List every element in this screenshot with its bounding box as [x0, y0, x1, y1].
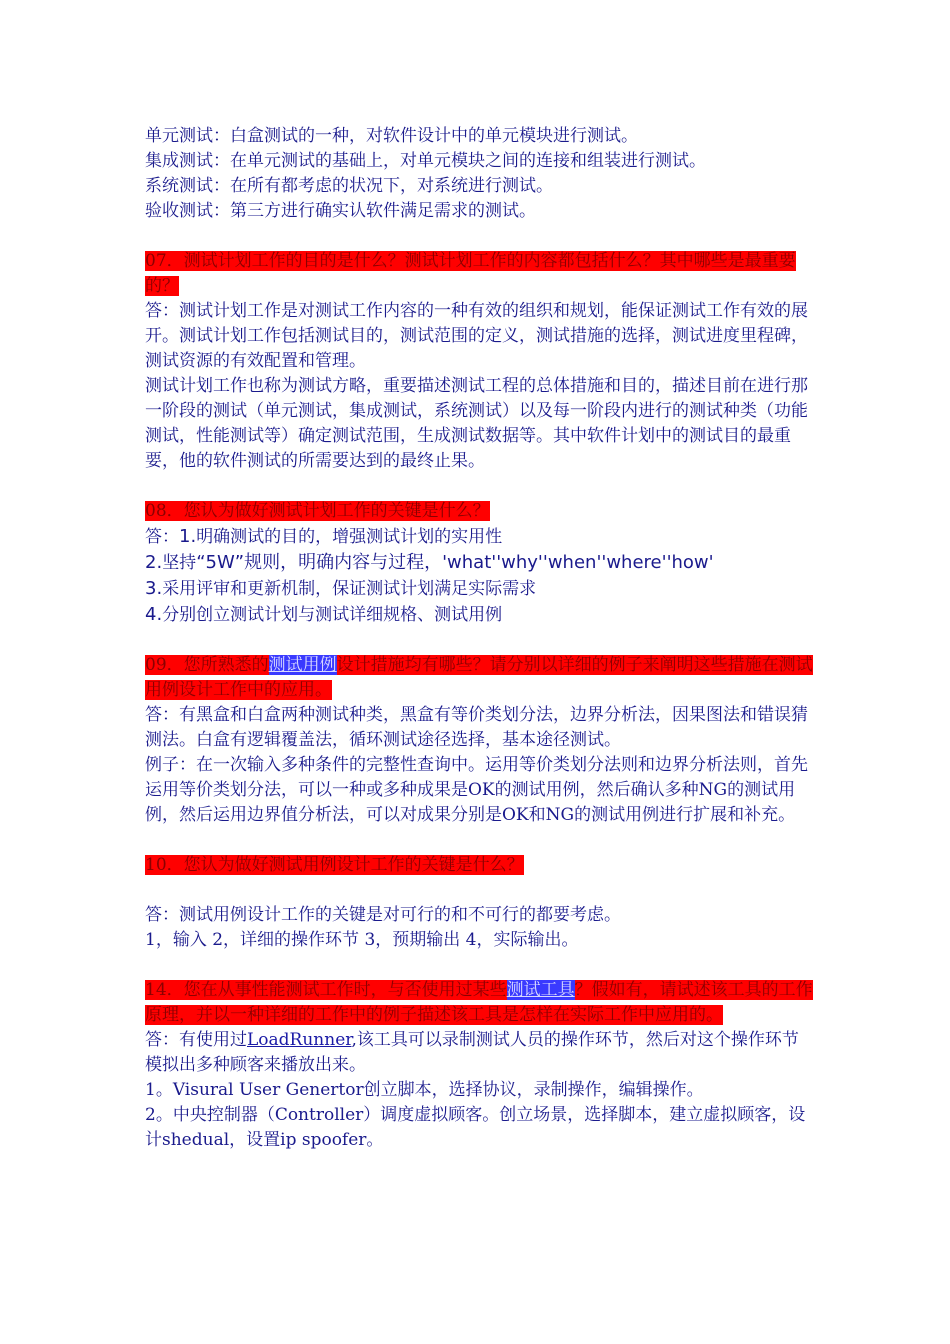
question-14: 14．您在从事性能测试工作时，与否使用过某些测试工具？假如有，请试述该工具的工作原理，并以一种详细的工作中的例子描述该工具是怎样在实际工作中应用的。 [145, 980, 813, 1025]
question-10-text: 10．您认为做好测试用例设计工作的关键是什么？ [145, 855, 524, 875]
spacer [145, 953, 815, 978]
question-08 [145, 499, 815, 524]
test-case-link[interactable]: 测试用例 [268, 655, 337, 675]
answer-08-item-2: 2.坚持“5W”规则，明确内容与过程，'what''why''when''where''how' [145, 552, 714, 573]
answer-07-para-2: 测试计划工作也称为测试方略，重要描述测试工程的总体措施和目的，描述目前在进行那一阶段的测试（单元测试，集成测试，系统测试）以及每一阶段内进行的测试种类（功能测试，性能测试等）确定测试范围，生成测试数据等。其中软件计划中的测试目的最重要，他的软件测试的所需要达到的最终止果。 [145, 376, 808, 471]
line-system-test: 系统测试：在所有都考虑的状况下，对系统进行测试。 [145, 176, 553, 196]
spacer [145, 474, 815, 499]
answer-14-step-2: 2。中央控制器（Controller）调度虚拟顾客。创立场景，选择脚本，建立虚拟顾客，设计shedual，设置ip spoofer。 [145, 1105, 806, 1150]
document-body [145, 124, 815, 1153]
question-08-text: 08．您认为做好测试计划工作的关键是什么？ [145, 501, 490, 521]
test-tool-link[interactable]: 测试工具 [506, 980, 575, 1000]
question-07 [145, 249, 815, 299]
spacer [145, 828, 815, 853]
answer-08-item-1: 答：1.明确测试的目的，增强测试计划的实用性 [145, 526, 503, 547]
answer-14-step-1: 1。Visural User Genertor创立脚本，选择协议，录制操作，编辑操作。 [145, 1080, 704, 1100]
answer-10-line-1: 答：测试用例设计工作的关键是对可行的和不可行的都要考虑。 [145, 905, 621, 925]
answer-10-line-2: 1，输入 2，详细的操作环节 3，预期输出 4，实际输出。 [145, 930, 579, 950]
spacer [145, 878, 815, 903]
answer-09-para-1: 答：有黑盒和白盒两种测试种类，黑盒有等价类划分法，边界分析法，因果图法和错误猜测法。白盒有逻辑覆盖法，循环测试途径选择，基本途径测试。 [145, 705, 808, 750]
answer-09-para-2: 例子：在一次输入多种条件的完整性查询中。运用等价类划分法则和边界分析法则，首先运用等价类划分法，可以一种或多种成果是OK的测试用例，然后确认多种NG的测试用例，然后运用边界值分析法，可以对成果分别是OK和NG的测试用例进行扩展和补充。 [145, 755, 808, 825]
spacer [145, 628, 815, 653]
answer-08-item-3: 3.采用评审和更新机制，保证测试计划满足实际需求 [145, 578, 537, 599]
answer-08-item-4: 4.分别创立测试计划与测试详细规格、测试用例 [145, 604, 503, 625]
loadrunner-link[interactable]: LoadRunner [247, 1030, 352, 1050]
question-09: 09．您所熟悉的测试用例设计措施均有哪些？请分别以详细的例子来阐明这些措施在测试用例设计工作中的应用。 [145, 655, 813, 700]
line-integration-test: 集成测试：在单元测试的基础上，对单元模块之间的连接和组装进行测试。 [145, 151, 706, 171]
answer-14-para-1: 答：有使用过LoadRunner,该工具可以录制测试人员的操作环节，然后对这个操作环节模拟出多种顾客来播放出来。 [145, 1030, 799, 1075]
question-07-text: 07．测试计划工作的目的是什么？测试计划工作的内容都包括什么？其中哪些是最重要的？ [145, 251, 796, 296]
line-acceptance-test: 验收测试：第三方进行确实认软件满足需求的测试。 [145, 201, 536, 221]
answer-07-para-1: 答：测试计划工作是对测试工作内容的一种有效的组织和规划，能保证测试工作有效的展开。测试计划工作包括测试目的，测试范围的定义，测试措施的选择，测试进度里程碑，测试资源的有效配置和管理。 [145, 301, 808, 371]
line-unit-test: 单元测试：白盒测试的一种，对软件设计中的单元模块进行测试。 [145, 126, 638, 146]
question-10 [145, 853, 815, 878]
spacer [145, 224, 815, 249]
